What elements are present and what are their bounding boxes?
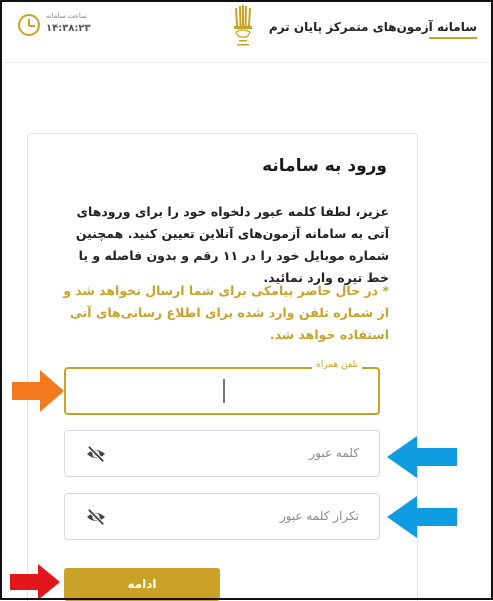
password-field[interactable] <box>64 430 380 477</box>
clock-label: ساعت سامانه <box>46 12 87 20</box>
phone-input[interactable] <box>66 369 378 413</box>
red-arrow-icon <box>10 564 60 600</box>
top-header <box>0 0 493 63</box>
text-caret <box>223 379 225 403</box>
eye-off-icon[interactable] <box>85 508 107 526</box>
system-clock <box>18 12 130 40</box>
clock-icon <box>18 14 40 36</box>
intro-text: عزیز، لطفا کلمه عبور دلخواه خود را برای ورودهای آتی به سامانه آزمون‌های آنلاین تعیین کنید. همچنین شماره موبایل خود را در ۱۱ رقم و بدون فاصله و یا خط تیره وارد نمائید. <box>75 204 389 285</box>
blue-arrow-icon <box>387 436 457 478</box>
login-card <box>27 133 418 601</box>
confirm-password-placeholder: تکرار کلمه عبور <box>279 509 359 523</box>
login-title: ورود به سامانه <box>262 156 387 176</box>
phone-field[interactable] <box>64 360 380 415</box>
university-logo-icon <box>226 4 260 50</box>
blue-arrow-icon <box>387 496 457 538</box>
sms-note: * در حال حاضر پیامکی برای شما ارسال نخواهد شد و از شماره تلفن وارد شده برای اطلاع رسانی‌های آتی استفاده خواهد شد. <box>63 283 389 342</box>
eye-off-icon[interactable] <box>85 445 107 463</box>
phone-label: تلفن همراه <box>312 360 362 370</box>
orange-arrow-icon <box>12 370 64 412</box>
password-placeholder: کلمه عبور <box>309 446 359 460</box>
continue-button[interactable]: ادامه <box>64 568 220 601</box>
clock-time: ۱۴:۳۸:۲۳ <box>46 23 91 34</box>
confirm-password-field[interactable] <box>64 493 380 540</box>
system-title: سامانه آزمون‌های متمرکز پایان ترم <box>268 20 477 34</box>
orange-arrow-shape <box>12 370 64 412</box>
